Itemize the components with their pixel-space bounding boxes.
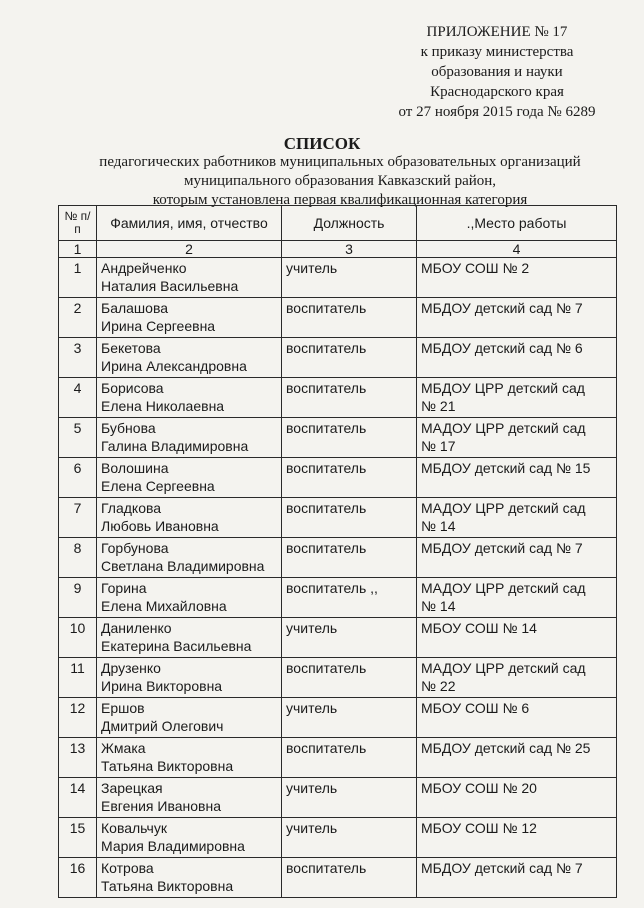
position: учитель: [282, 618, 417, 658]
row-number: 7: [59, 498, 97, 538]
subtitle-line-3: которым установлена первая квалификационная категория: [152, 192, 528, 208]
table-row: [59, 658, 617, 698]
surname: Бубнова: [101, 420, 156, 436]
workplace: [417, 538, 617, 578]
full-name: [97, 738, 282, 778]
row-number: 5: [59, 418, 97, 458]
workplace-line-1: МБДОУ детский сад № 15: [421, 460, 591, 476]
position: учитель: [282, 698, 417, 738]
given-names: Наталия Васильевна: [101, 278, 239, 294]
row-number: 10: [59, 618, 97, 658]
position: воспитатель: [282, 378, 417, 418]
table-row: [59, 738, 617, 778]
workplace-line-1: МБДОУ детский сад № 7: [421, 300, 583, 316]
table-row: [59, 858, 617, 898]
surname: Зарецкая: [101, 780, 163, 796]
given-names: Евгения Ивановна: [101, 798, 221, 814]
workplace: [417, 498, 617, 538]
workplace: [417, 858, 617, 898]
full-name: [97, 378, 282, 418]
full-name: [97, 418, 282, 458]
subtitle-line-1: педагогических работников муниципальных образовательных организаций: [99, 154, 581, 170]
table-body: [59, 258, 617, 898]
workplace: [417, 418, 617, 458]
workplace-line-2: № 17: [421, 438, 456, 454]
row-number: 13: [59, 738, 97, 778]
row-number: 16: [59, 858, 97, 898]
surname: Горбунова: [101, 540, 169, 556]
workplace: [417, 258, 617, 298]
table-row: [59, 618, 617, 658]
surname: Волошина: [101, 460, 169, 476]
table-row: [59, 818, 617, 858]
given-names: Татьяна Викторовна: [101, 878, 234, 894]
row-number: 2: [59, 298, 97, 338]
surname: Горина: [101, 580, 147, 596]
position: воспитатель: [282, 858, 417, 898]
position: воспитатель: [282, 458, 417, 498]
full-name: [97, 658, 282, 698]
workplace-line-1: МБОУ СОШ № 20: [421, 780, 537, 796]
appendix-title: ПРИЛОЖЕНИЕ № 17: [426, 24, 568, 40]
workplace: [417, 578, 617, 618]
workplace-line-2: № 22: [421, 678, 456, 694]
position: воспитатель: [282, 418, 417, 458]
table-row: [59, 538, 617, 578]
row-number: 15: [59, 818, 97, 858]
workplace-line-1: МАДОУ ЦРР детский сад: [421, 500, 586, 516]
workplace-line-1: МБДОУ ЦРР детский сад: [421, 380, 585, 396]
given-names: Татьяна Викторовна: [101, 758, 234, 774]
table-row: [59, 338, 617, 378]
position: воспитатель: [282, 338, 417, 378]
position: воспитатель: [282, 538, 417, 578]
row-number: 3: [59, 338, 97, 378]
full-name: [97, 498, 282, 538]
column-number: 3: [282, 241, 417, 258]
given-names: Светлана Владимировна: [101, 558, 265, 574]
workplace-line-1: МАДОУ ЦРР детский сад: [421, 660, 586, 676]
position: воспитатель: [282, 738, 417, 778]
workplace-line-2: № 14: [421, 518, 456, 534]
surname: Балашова: [101, 300, 169, 316]
full-name: [97, 538, 282, 578]
table-row: [59, 258, 617, 298]
workplace-line-1: МБДОУ детский сад № 7: [421, 860, 583, 876]
row-number: 12: [59, 698, 97, 738]
workplace-line-1: МБОУ СОШ № 6: [421, 700, 530, 716]
full-name: [97, 778, 282, 818]
full-name: [97, 698, 282, 738]
table-header-row: [59, 206, 617, 241]
position: воспитатель ,,: [282, 578, 417, 618]
given-names: Любовь Ивановна: [101, 518, 219, 534]
row-number: 1: [59, 258, 97, 298]
surname: Ершов: [101, 700, 145, 716]
position: учитель: [282, 258, 417, 298]
appendix-header: [372, 22, 622, 122]
workplace-line-1: МБОУ СОШ № 14: [421, 620, 537, 636]
workplace: [417, 378, 617, 418]
table-row: [59, 298, 617, 338]
surname: Друзенко: [101, 660, 161, 676]
appendix-region-line: Краснодарского края: [430, 84, 564, 100]
given-names: Екатерина Васильевна: [101, 638, 252, 654]
position: воспитатель: [282, 658, 417, 698]
given-names: Дмитрий Олегович: [101, 718, 224, 734]
surname: Бекетова: [101, 340, 161, 356]
full-name: [97, 858, 282, 898]
workplace: [417, 778, 617, 818]
workplace: [417, 818, 617, 858]
workplace-line-1: МАДОУ ЦРР детский сад: [421, 420, 586, 436]
row-number: 4: [59, 378, 97, 418]
given-names: Ирина Викторовна: [101, 678, 223, 694]
surname: Жмака: [101, 740, 146, 756]
given-names: Мария Владимировна: [101, 838, 245, 854]
appendix-ministry-line: образования и науки: [431, 64, 563, 80]
workplace-line-2: № 14: [421, 598, 456, 614]
full-name: [97, 338, 282, 378]
row-number: 8: [59, 538, 97, 578]
workplace: [417, 618, 617, 658]
appendix-order-line: к приказу министерства: [420, 44, 574, 60]
workplace: [417, 738, 617, 778]
workplace-line-1: МБДОУ детский сад № 6: [421, 340, 583, 356]
workplace-line-1: МБОУ СОШ № 12: [421, 820, 537, 836]
surname: Борисова: [101, 380, 164, 396]
given-names: Елена Николаевна: [101, 398, 225, 414]
full-name: [97, 618, 282, 658]
position: учитель: [282, 778, 417, 818]
header-workplace: .,Место работы: [417, 206, 617, 241]
given-names: Елена Сергеевна: [101, 478, 215, 494]
table-row: [59, 418, 617, 458]
workplace-line-1: МБОУ СОШ № 2: [421, 260, 530, 276]
column-number: 2: [97, 241, 282, 258]
table-row: [59, 578, 617, 618]
workplace-line-1: МБДОУ детский сад № 7: [421, 540, 583, 556]
given-names: Галина Владимировна: [101, 438, 249, 454]
column-number: 1: [59, 241, 97, 258]
column-number-row: [59, 241, 617, 258]
given-names: Ирина Сергеевна: [101, 318, 216, 334]
surname: Котрова: [101, 860, 154, 876]
table-row: [59, 498, 617, 538]
header-name: Фамилия, имя, отчество: [97, 206, 282, 241]
appendix-date-line: от 27 ноября 2015 года № 6289: [398, 104, 596, 120]
surname: Гладкова: [101, 500, 162, 516]
row-number: 9: [59, 578, 97, 618]
workplace-line-2: № 21: [421, 398, 456, 414]
document-subtitle: [60, 153, 620, 210]
full-name: [97, 458, 282, 498]
subtitle-line-2: муниципального образования Кавказский район,: [183, 173, 497, 189]
workplace: [417, 338, 617, 378]
given-names: Ирина Александровна: [101, 358, 247, 374]
position: воспитатель: [282, 498, 417, 538]
workplace-line-1: МБДОУ детский сад № 25: [421, 740, 591, 756]
given-names: Елена Михайловна: [101, 598, 227, 614]
table-row: [59, 778, 617, 818]
workplace: [417, 658, 617, 698]
workplace: [417, 458, 617, 498]
row-number: 6: [59, 458, 97, 498]
surname: Андрейченко: [101, 260, 187, 276]
document-title: СПИСОК: [283, 134, 361, 153]
workplace: [417, 298, 617, 338]
full-name: [97, 298, 282, 338]
row-number: 14: [59, 778, 97, 818]
position: учитель: [282, 818, 417, 858]
position: воспитатель: [282, 298, 417, 338]
surname: Даниленко: [101, 620, 172, 636]
header-number: № п/п: [59, 206, 97, 241]
staff-table: [58, 205, 617, 898]
row-number: 11: [59, 658, 97, 698]
workplace-line-1: МАДОУ ЦРР детский сад: [421, 580, 586, 596]
table-row: [59, 458, 617, 498]
header-position: Должность: [282, 206, 417, 241]
surname: Ковальчук: [101, 820, 167, 836]
table-row: [59, 698, 617, 738]
workplace: [417, 698, 617, 738]
full-name: [97, 258, 282, 298]
table-row: [59, 378, 617, 418]
column-number: 4: [417, 241, 617, 258]
full-name: [97, 818, 282, 858]
full-name: [97, 578, 282, 618]
